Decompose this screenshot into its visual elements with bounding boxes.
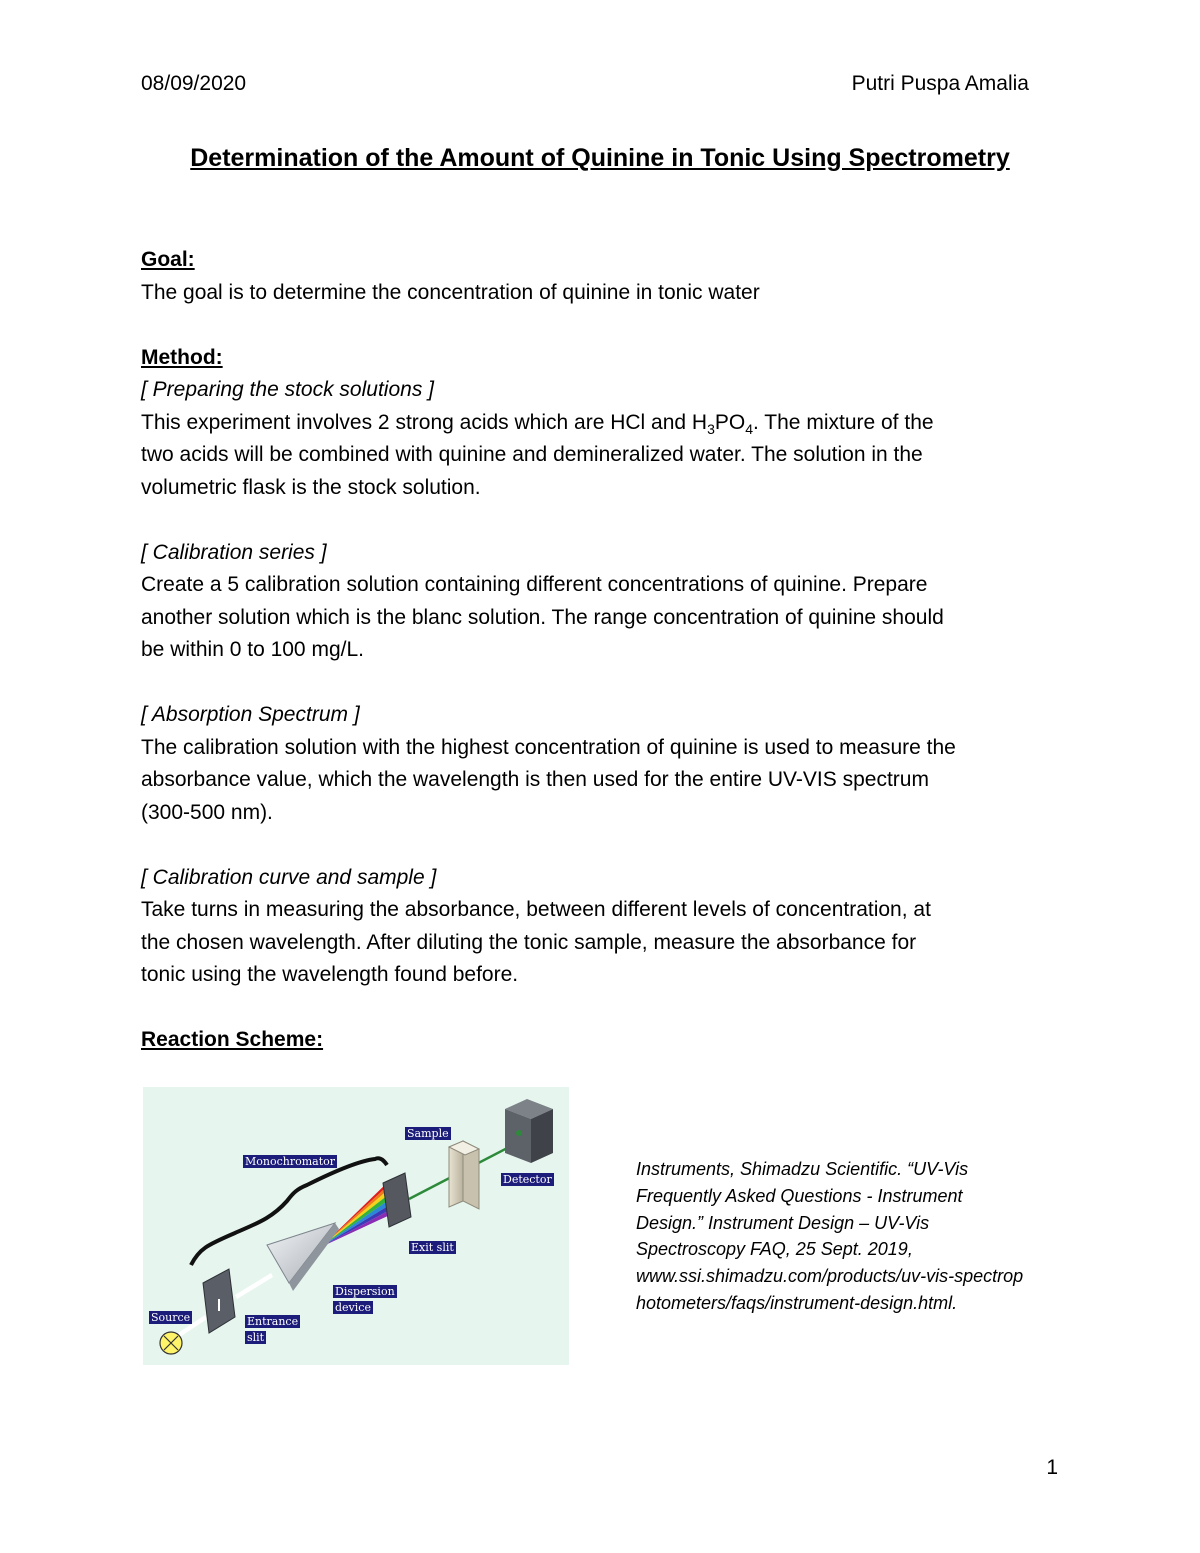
method-heading: Method: bbox=[141, 345, 223, 369]
label-exit-slit: Exit slit bbox=[411, 1241, 454, 1254]
exit-slit-plate bbox=[383, 1173, 411, 1227]
lamp-icon bbox=[160, 1332, 182, 1354]
citation-line: Instruments, Shimadzu Scientific. “UV-Vis bbox=[636, 1159, 969, 1179]
label-detector: Detector bbox=[503, 1173, 552, 1186]
absorption-line-1: The calibration solution with the highest concentration of quinine is used to measure the bbox=[141, 735, 956, 759]
citation-line: Frequently Asked Questions - Instrument bbox=[636, 1185, 963, 1206]
curve-subheading: [ Calibration curve and sample ] bbox=[141, 865, 437, 889]
label-sample: Sample bbox=[407, 1127, 449, 1140]
absorption-subheading: [ Absorption Spectrum ] bbox=[141, 703, 360, 726]
curve-line-3: tonic using the wavelength found before. bbox=[141, 963, 519, 986]
label-source: Source bbox=[151, 1311, 191, 1324]
page-number: 1 bbox=[1046, 1456, 1058, 1479]
spectrometer-diagram bbox=[143, 1087, 569, 1365]
sample-cuvette bbox=[449, 1141, 479, 1209]
citation-line: Spectroscopy FAQ, 25 Sept. 2019, bbox=[636, 1239, 913, 1260]
label-dispersion-2: device bbox=[335, 1301, 371, 1314]
goal-text: The goal is to determine the concentration of quinine in tonic water bbox=[141, 280, 760, 304]
reaction-heading: Reaction Scheme: bbox=[141, 1028, 324, 1051]
absorption-line-3: (300-500 nm). bbox=[141, 800, 273, 824]
stock-line-3: volumetric flask is the stock solution. bbox=[141, 475, 481, 499]
calibration-line-1: Create a 5 calibration solution containing different concentrations of quinine. Prepare bbox=[141, 573, 928, 596]
prism bbox=[267, 1223, 339, 1291]
header-date: 08/09/2020 bbox=[141, 72, 247, 95]
spectrometer-illustration bbox=[143, 1087, 569, 1365]
figure-citation bbox=[636, 1156, 1076, 1317]
citation-line: hotometers/faqs/instrument-design.html. bbox=[636, 1292, 958, 1313]
document-title: Determination of the Amount of Quinine in Tonic Using Spectrometry bbox=[190, 144, 1010, 172]
absorption-line-2: absorbance value, which the wavelength is then used for the entire UV-VIS spectrum bbox=[141, 768, 929, 791]
calibration-subheading: [ Calibration series ] bbox=[141, 540, 327, 564]
label-monochromator: Monochromator bbox=[245, 1155, 336, 1168]
label-entrance-1: Entrance bbox=[247, 1315, 299, 1328]
calibration-line-2: another solution which is the blanc solution. The range concentration of quinine should bbox=[141, 605, 944, 629]
calibration-line-3: be within 0 to 100 mg/L. bbox=[141, 638, 364, 661]
stock-subheading: [ Preparing the stock solutions ] bbox=[141, 378, 434, 401]
label-dispersion-1: Dispersion bbox=[335, 1285, 395, 1298]
stock-line-2: two acids will be combined with quinine and demineralized water. The solution in the bbox=[141, 443, 923, 466]
curve-line-1: Take turns in measuring the absorbance, between different levels of concentration, at bbox=[141, 898, 931, 921]
header-author: Putri Puspa Amalia bbox=[851, 72, 1029, 95]
goal-heading: Goal: bbox=[141, 248, 195, 271]
stock-line-1: This experiment involves 2 strong acids which are HCl and $H_3PO_4$. The mixture of the bbox=[141, 410, 934, 437]
document-body bbox=[141, 244, 1071, 1057]
citation-line: Design.” Instrument Design – UV-Vis bbox=[636, 1212, 930, 1233]
detector-box bbox=[505, 1099, 553, 1163]
label-entrance-2: slit bbox=[247, 1331, 265, 1344]
detector-aperture bbox=[516, 1130, 522, 1136]
curve-line-2: the chosen wavelength. After diluting the tonic sample, measure the absorbance for bbox=[141, 930, 917, 954]
entrance-slit-opening bbox=[218, 1299, 220, 1311]
citation-line: www.ssi.shimadzu.com/products/uv-vis-spectrop bbox=[636, 1266, 1024, 1287]
entrance-beam bbox=[235, 1273, 273, 1299]
